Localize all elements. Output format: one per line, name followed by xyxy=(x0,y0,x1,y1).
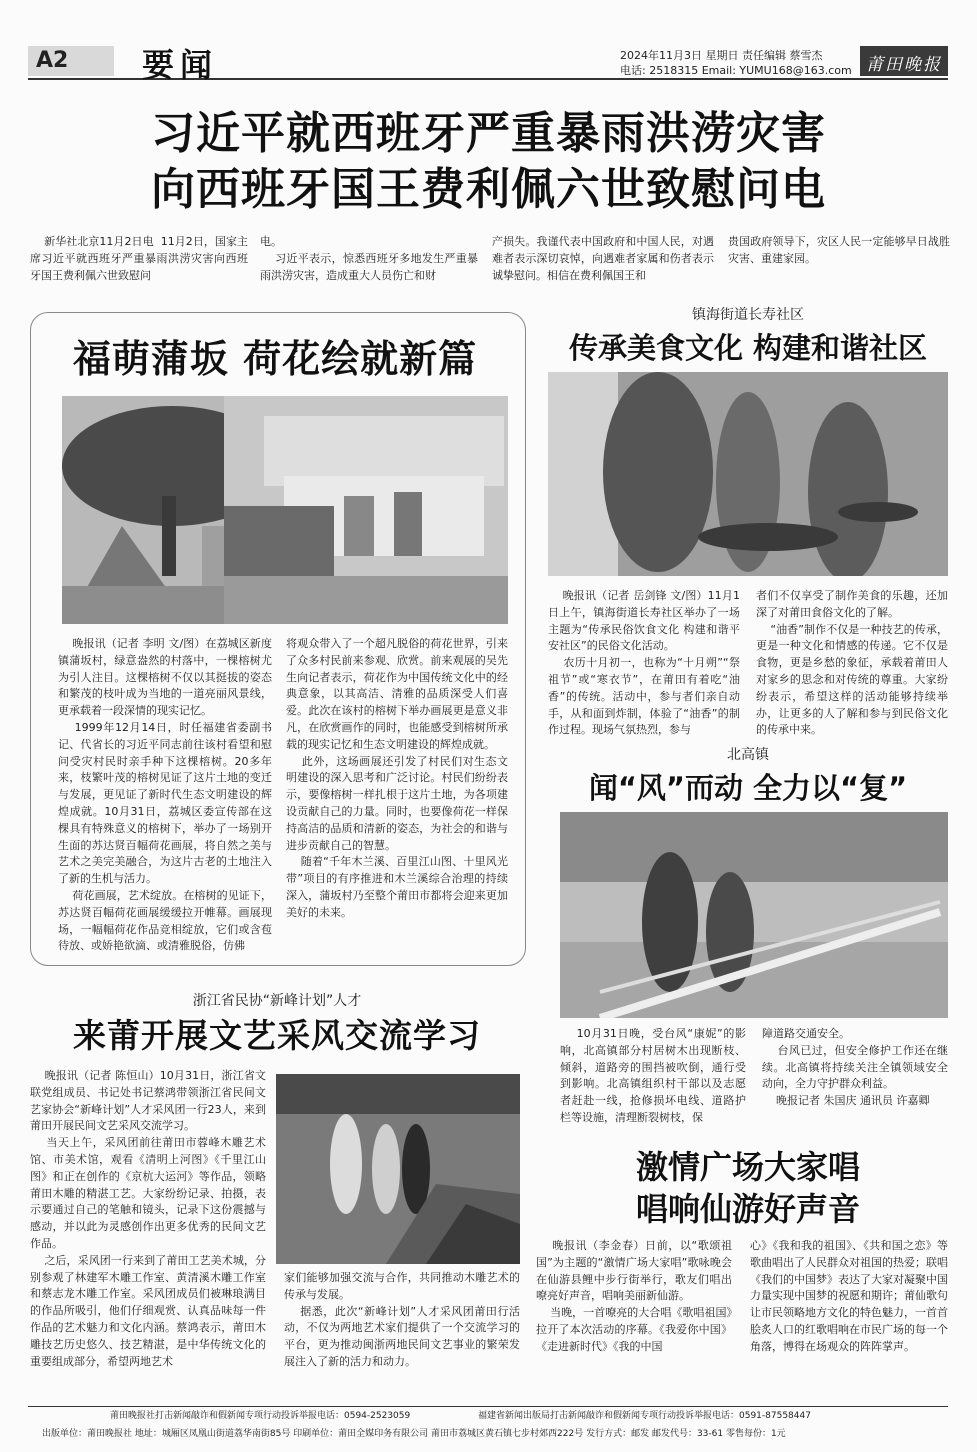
story2-col-2: 者们不仅享受了制作美食的乐趣，还加深了对莆田食俗文化的了解。 “油香”制作不仅是一种技艺的传承，更是一种文化和情感的传递。它不仅是食物，更是乡愁的象征，承载着莆田人对家乡的思念和对传统的尊重。大家纷纷表示，希望这样的活动能够持续举办，让更多的人了解和参与到民俗文化的传承中来。 xyxy=(756,589,948,737)
exhibition-image xyxy=(224,396,508,624)
story4-kicker: 浙江省民协“新峰计划”人才 xyxy=(192,993,362,1009)
story5-col-1: 晚报讯（李金春）日前，以“歌颂祖国”为主题的“激情广场大家唱”歌咏晚会在仙游县鲤中步行街举行，歌友们唱出嘹亮好声音，唱响美丽新仙游。 当晚，一首嘹亮的大合唱《歌唱祖国》拉开了本次活动的序幕。《我爱你中国》《走进新时代》《我的中国 xyxy=(536,1239,732,1353)
story1-photo-exhibition xyxy=(224,396,508,624)
woodcarving-visit-image xyxy=(276,1074,520,1264)
story3-photo-fence xyxy=(560,812,948,1018)
fence-repair-image xyxy=(560,812,948,1018)
lead-col-1: 新华社北京11月2日电 11月2日，国家主席习近平就西班牙严重暴雨洪涝灾害向西班牙国王费利佩六世致慰问 xyxy=(30,235,248,282)
story5-col-2: 心》《我和我的祖国》、《共和国之恋》等歌曲唱出了人民群众对祖国的热爱；联唱《我们的中国梦》表达了大家对凝聚中国力量实现中国梦的祝愿和期许；莆仙歌句让市民领略地方文化的特色魅力，一首首脍炙人口的红歌唱响在市民广场的每一个角落，博得在场观众的阵阵掌声。 xyxy=(750,1239,948,1353)
masthead-text: 莆田晚报 xyxy=(866,55,942,75)
lead-title-line2: 向西班牙国王费利佩六世致慰问电 xyxy=(151,164,826,215)
story2-kicker: 镇海街道长寿社区 xyxy=(692,307,804,323)
story4-photo-woodcarving xyxy=(276,1074,520,1264)
footer-complaint-local: 莆田晚报社打击新闻敲诈和假新闻专项行动投诉举报电话：0594-2523059 xyxy=(110,1411,411,1421)
story5-title-line1: 激情广场大家唱 xyxy=(635,1148,860,1186)
footer-complaint-province: 福建省新闻出版局打击新闻敲诈和假新闻专项行动投诉举报电话：0591-87558447 xyxy=(478,1411,811,1421)
lead-col-2: 电。 习近平表示，惊悉西班牙多地发生严重暴雨洪涝灾害，造成重大人员伤亡和财 xyxy=(260,235,478,282)
lead-col-3: 产损失。我谨代表中国政府和中国人民，对遇难者表示深切哀悼，向遇难者家属和伤者表示诚挚慰问。相信在费利佩国王和 xyxy=(492,235,714,282)
page-number: A2 xyxy=(36,48,69,73)
story1-col-1: 晚报讯（记者 李明 文/图）在荔城区新度镇蒲坂村，绿意盎然的村落中，一棵榕树尤为引人注目。这棵榕树不仅以其挺拔的姿态和繁茂的枝叶成为当地的一道亮丽风景线，更承载着一段深情的现实记忆。 1999年12月14日，时任福建省委副书记、代省长的习近平同志前往该村看望和慰问受灾村民时亲手种下这棵榕树。20多年来，枝繁叶茂的榕树见证了这片土地的变迁与发展，更见证了新时代生态文明建设的辉煌成就。10月31日，荔城区委宣传部在这棵具有特殊意义的榕树下，举办了一场别开生面的苏达贤百幅荷花画展，将自然之美与艺术之美完美融合，为这片古老的土地注入了新的生机与活力。 荷花画展，艺术绽放。在榕树的见证下，苏达贤百幅荷花画展缓缓拉开帷幕。画展现场，一幅幅荷花作品竞相绽放，它们或含苞待放、或娇艳欲滴、或清雅脱俗，仿佛 xyxy=(58,637,272,953)
lead-col-4: 贵国政府领导下，灾区人民一定能够早日战胜灾害、重建家园。 xyxy=(728,235,950,265)
cooking-image xyxy=(548,372,948,576)
story3-title: 闻“风”而动 全力以“复” xyxy=(588,771,908,805)
story3-col-2: 障道路交通安全。 台风已过，但安全修护工作还在继续。北高镇将持续关注全镇领域安全动向，全力守护群众利益。 晚报记者 朱国庆 通讯员 许嘉卿 xyxy=(762,1027,948,1108)
story4-col-2: 家们能够加强交流与合作，共同推动木雕艺术的传承与发展。 据悉，此次“新峰计划”人才采风团莆田行活动，不仅为两地艺术家们提供了一个交流学习的平台，更为推动闽浙两地民间文艺事业的繁荣发展注入了新的活力和动力。 xyxy=(284,1271,520,1368)
footer-publisher-info: 出版单位：莆田晚报社 地址：城厢区凤凰山街道荔华南街85号 印刷单位：莆田全媒印务有限公司 莆田市荔城区黄石镇七步村郊西222号 发行方式：邮发 邮发代号：33-61 零售每份：1元 xyxy=(42,1429,786,1439)
story5-title-line2: 唱响仙游好声音 xyxy=(635,1190,860,1228)
page-header xyxy=(0,0,977,84)
section-title: 要闻 xyxy=(142,46,219,84)
story1-col-2: 将观众带入了一个超凡脱俗的荷花世界，引来了众多村民前来参观、欣赏。前来观展的吴先生向记者表示，荷花作为中国传统文化中的经典意象，以其高洁、清雅的品质深受人们喜爱。此次在该村的榕树下举办画展更是意义非凡，在欣赏画作的同时，也能感受到榕树所承载的现实记忆和生态文明建设的辉煌成就。 此外，这场画展还引发了村民们对生态文明建设的深入思考和广泛讨论。村民们纷纷表示，要像榕树一样扎根于这片土地，为各项建设贡献自己的力量。同时，也要像荷花一样保持高洁的品质和清新的姿态，为社会的和谐与进步贡献自己的智慧。 随着“千年木兰溪、百里江山图、十里风光带”项目的有序推进和木兰溪综合治理的持续深入，蒲坂村乃至整个莆田市都将会迎来更加美好的未来。 xyxy=(286,637,509,919)
story2-col-1: 晚报讯（记者 岳剑锋 文/图）11月1日上午，镇海街道长寿社区举办了一场主题为“传承民俗饮食文化 构建和谐平安社区”的民俗文化活动。 农历十月初一，也称为“十月朔”“祭祖节”或“寒衣节”，在莆田有着吃“油香”的传统。活动中，参与者们亲自动手，从和面到炸制，体验了“油香”的制作过程。现场气氛热烈，参与 xyxy=(548,589,740,737)
story5-headline xyxy=(548,1146,948,1230)
story2-title: 传承美食文化 构建和谐社区 xyxy=(568,331,928,365)
story2-photo-cooking xyxy=(548,372,948,576)
story3-kicker: 北高镇 xyxy=(727,747,769,763)
story1-title: 福萌蒲坂 荷花绘就新篇 xyxy=(72,337,478,381)
lead-title-line1: 习近平就西班牙严重暴雨洪涝灾害 xyxy=(151,108,826,159)
lead-headline xyxy=(0,106,977,218)
story4-col-1: 晚报讯（记者 陈恒山）10月31日，浙江省文联党组成员、书记处书记蔡鸿带领浙江省民间文艺家协会“新峰计划”人才采风团一行23人，来到莆田开展民间文艺采风交流学习。 当天上午，采风团前往莆田市蓉峰木雕艺术馆、市美术馆，观看《清明上河图》《千里江山图》和正在创作的《京杭大运河》等作品，领略莆田木雕的精湛工艺。大家纷纷记录、拍摄，表示要通过自己的笔触和镜头，记录下这份震撼与感动，并以此为灵感创作出更多优秀的民间文艺作品。 之后，采风团一行来到了莆田工艺美术城，分别参观了林建军木雕工作室、黄清溪木雕工作室和蔡志龙木雕工作室。采风团成员们被琳琅满目的作品所吸引，他们仔细观赏、认真品味每一件作品的艺术魅力和文化内涵。蔡鸿表示，莆田木雕技艺历史悠久、技艺精湛，是中华传统文化的重要组成部分，希望两地艺术 xyxy=(30,1069,266,1368)
footer-rule xyxy=(28,1406,948,1407)
story4-title: 来莆开展文艺采风交流学习 xyxy=(73,1016,481,1055)
header-date-editor: 2024年11月3日 星期日 责任编辑 蔡雪杰 xyxy=(620,49,823,62)
masthead-logo xyxy=(860,46,948,76)
page-tag xyxy=(28,46,114,76)
story3-col-1: 10月31日晚，受台风“康妮”的影响，北高镇部分村居树木出现断枝、倾斜，道路旁的围挡被吹倒，通行受到影响。北高镇组织村干部以及志愿者赶赴一线，抢修损坏电线、道路护栏等设施，清理断裂树枝，保 xyxy=(560,1027,746,1124)
header-contact: 电话: 2518315 Email: YUMU168@163.com xyxy=(620,64,852,77)
